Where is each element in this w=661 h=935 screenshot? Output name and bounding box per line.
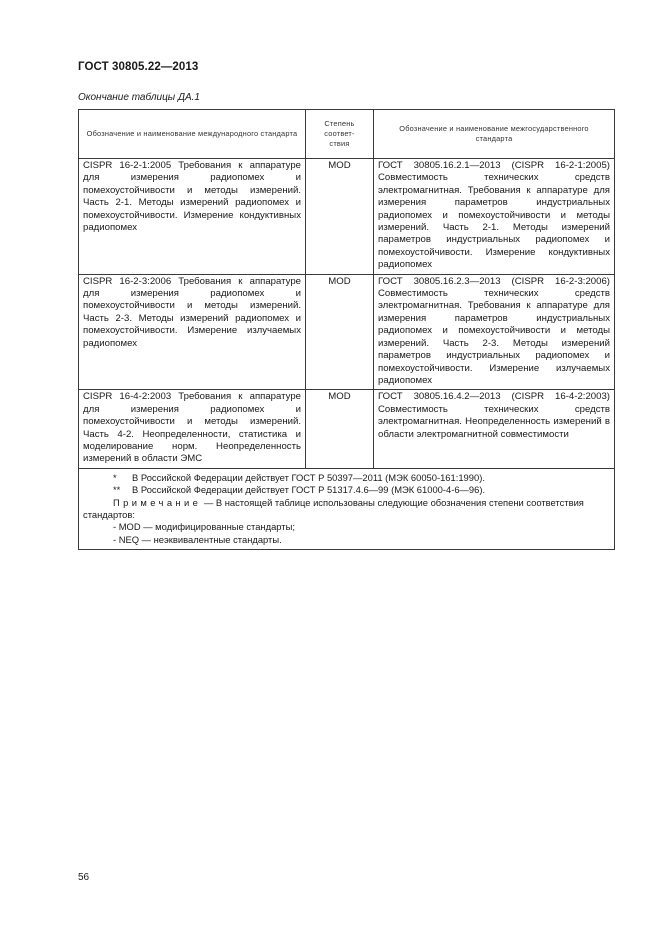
header-interstate-standard: Обозначение и наименование межгосударственного стандарта	[374, 110, 615, 159]
footnote-1-mark: *	[113, 471, 117, 483]
standards-table	[78, 109, 615, 550]
footnote-2	[83, 484, 610, 496]
footnote-1-text: В Российской Федерации действует ГОСТ Р 50397—2011 (МЭК 60050-161:1990).	[132, 471, 485, 483]
interstate-standard-cell: ГОСТ 30805.16.4.2—2013 (CISPR 16-4-2:2003) Совместимость технических средств электромагнитная. Неопределенность измерений в области электромагнитной совместимости	[374, 390, 615, 468]
footnote-2-mark: **	[113, 484, 121, 496]
list-item: - MOD — модифицированные стандарты;	[113, 521, 295, 533]
international-standard-cell: CISPR 16-4-2:2003 Требования к аппаратуре для измерения радиопомех и помехоустойчивости и методы измерений. Часть 4-2. Неопределенности, статистика и моделирование норм. Неопределенность измерений в области ЭМС	[79, 390, 306, 468]
header-international-standard: Обозначение и наименование международного стандарта	[79, 110, 306, 159]
document-title: ГОСТ 30805.22—2013	[78, 61, 199, 73]
interstate-standard-cell: ГОСТ 30805.16.2.3—2013 (CISPR 16-2-3:2006) Совместимость технических средств электромагнитная. Требования к аппаратуре для измерения параметров индустриальных радиопомех и помехоустойчивости и методы измерений. Часть 2-3. Методы измерений параметров индустриальных радиопомех и помехоустойчивости. Измерение излучаемых радиопомех	[374, 274, 615, 390]
international-standard-cell: CISPR 16-2-1:2005 Требования к аппаратуре для измерения радиопомех и помехоустойчивости и методы измерений. Часть 2-1. Методы измерений радиопомех и помехоустойчивости. Измерение кондуктивных радиопомех	[79, 159, 306, 275]
page-number: 56	[78, 872, 90, 883]
notes-row	[79, 468, 615, 549]
degree-cell: MOD	[306, 390, 374, 468]
footnote-2-text: В Российской Федерации действует ГОСТ Р 51317.4.6—99 (МЭК 61000-4-6—96).	[132, 484, 486, 496]
table-header-row	[79, 110, 615, 159]
table-row	[79, 274, 615, 390]
header-degree-of-conformity: Степень соответ- ствия	[306, 110, 374, 159]
table-row	[79, 159, 615, 275]
list-item: - NEQ — неэквивалентные стандарты.	[113, 533, 282, 545]
table-row	[79, 390, 615, 468]
note-paragraph	[83, 497, 610, 522]
degree-cell: MOD	[306, 159, 374, 275]
note-text: — В настоящей таблице использованы следующие обозначения степени соответствия стандартов:	[83, 496, 584, 520]
interstate-standard-cell: ГОСТ 30805.16.2.1—2013 (CISPR 16-2-1:2005) Совместимость технических средств электромагнитная. Требования к аппаратуре для измерения параметров индустриальных радиопомех и помехоустойчивости и методы измерений. Часть 2-1. Методы измерений параметров индустриальных радиопомех и помехоустойчивости. Измерение кондуктивных радиопомех	[374, 159, 615, 275]
footnote-1	[83, 472, 610, 484]
international-standard-cell: CISPR 16-2-3:2006 Требования к аппаратуре для измерения радиопомех и помехоустойчивости и методы измерений. Часть 2-3. Методы измерений радиопомех и помехоустойчивости. Измерение излучаемых радиопомех	[79, 274, 306, 390]
table-caption: Окончание таблицы ДА.1	[78, 92, 200, 103]
degree-cell: MOD	[306, 274, 374, 390]
table-notes	[79, 468, 615, 549]
note-label: Примечание	[113, 496, 202, 508]
